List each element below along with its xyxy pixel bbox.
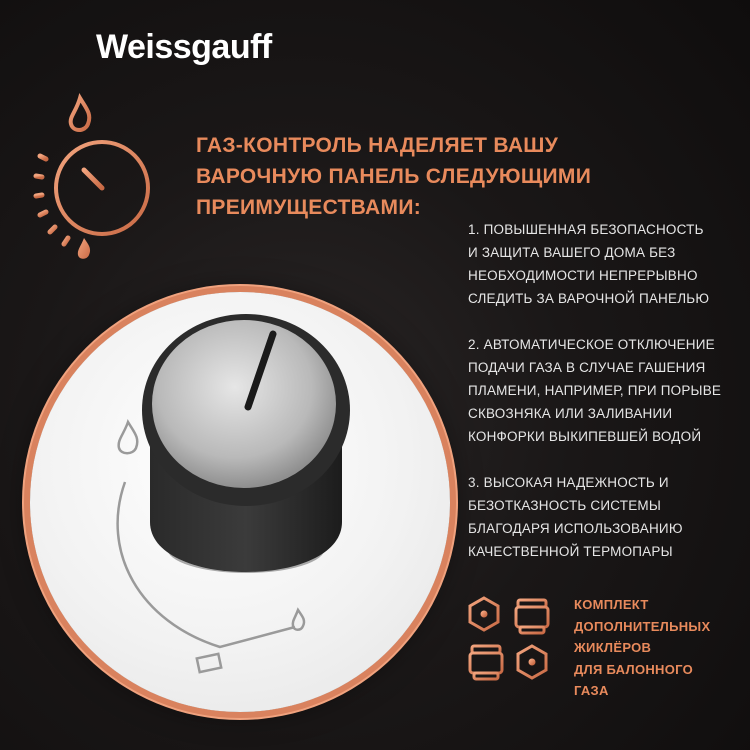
benefit-line: ПЛАМЕНИ, НАПРИМЕР, ПРИ ПОРЫВЕ <box>468 383 722 398</box>
cooktop-knob-photo <box>30 292 450 712</box>
benefit-line: 2. АВТОМАТИЧЕСКОЕ ОТКЛЮЧЕНИЕ <box>468 337 715 352</box>
benefit-item <box>468 218 738 310</box>
brand-logo: Weissgauff <box>96 28 272 66</box>
benefit-line: КАЧЕСТВЕННОЙ ТЕРМОПАРЫ <box>468 544 673 559</box>
benefits-list <box>468 218 738 586</box>
kit-line: КОМПЛЕКТ <box>574 597 649 612</box>
benefit-line: СКВОЗНЯКА ИЛИ ЗАЛИВАНИИ <box>468 406 673 421</box>
gas-nozzle-set-icon <box>462 592 562 692</box>
nozzle-kit-caption <box>574 594 710 702</box>
benefit-item <box>468 471 738 563</box>
benefit-line: БЕЗОТКАЗНОСТЬ СИСТЕМЫ <box>468 498 661 513</box>
kit-line: ДЛЯ БАЛОННОГО <box>574 661 694 677</box>
headline-line: ПРЕИМУЩЕСТВАМИ: <box>196 196 421 219</box>
kit-line: ДОПОЛНИТЕЛЬНЫХ <box>574 618 711 634</box>
benefit-line: СЛЕДИТЬ ЗА ВАРОЧНОЙ ПАНЕЛЬЮ <box>468 291 710 306</box>
benefit-line: И ЗАЩИТА ВАШЕГО ДОМА БЕЗ <box>468 245 676 260</box>
benefit-item <box>468 333 738 448</box>
headline-line: ВАРОЧНУЮ ПАНЕЛЬ СЛЕДУЮЩИМИ <box>196 165 592 188</box>
benefit-line: БЛАГОДАРЯ ИСПОЛЬЗОВАНИЮ <box>468 521 683 536</box>
flame-min-icon <box>293 610 304 630</box>
headline-line: ГАЗ-КОНТРОЛЬ НАДЕЛЯЕТ ВАШУ <box>196 134 559 157</box>
flame-max-icon <box>119 422 138 453</box>
gas-control-timer-flame-icon <box>28 92 178 272</box>
headline <box>196 130 716 223</box>
kit-line: ГАЗА <box>574 683 609 698</box>
benefit-line: 3. ВЫСОКАЯ НАДЕЖНОСТЬ И <box>468 475 669 490</box>
benefit-line: ПОДАЧИ ГАЗА В СЛУЧАЕ ГАШЕНИЯ <box>468 360 706 375</box>
benefit-line: НЕОБХОДИМОСТИ НЕПРЕРЫВНО <box>468 268 698 283</box>
benefit-line: 1. ПОВЫШЕННАЯ БЕЗОПАСНОСТЬ <box>468 222 704 237</box>
kit-line: ЖИКЛЁРОВ <box>574 640 652 655</box>
benefit-line: КОНФОРКИ ВЫКИПЕВШЕЙ ВОДОЙ <box>468 429 702 444</box>
